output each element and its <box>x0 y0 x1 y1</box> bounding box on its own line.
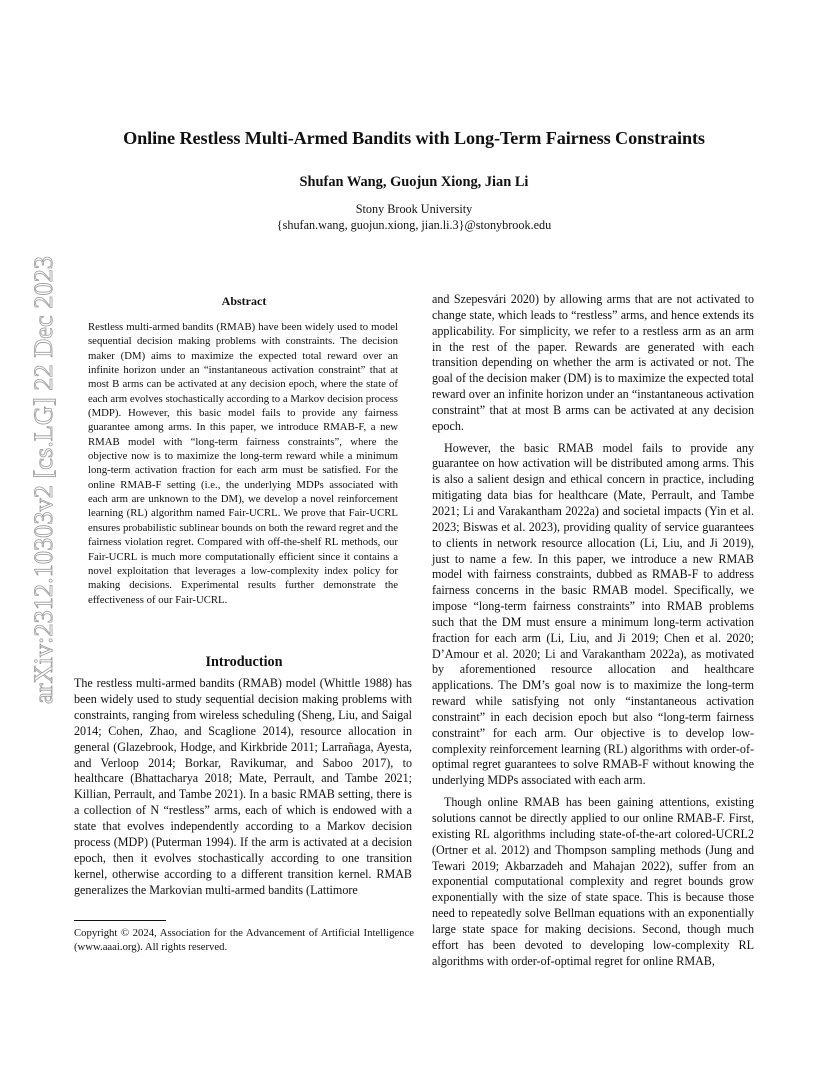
right-paragraph-1: and Szepesvári 2020) by allowing arms that are not activated to change state, which leads to “restless” arms, and hence extends its applicability. For simplicity, we refer to a restless arm as an arm in the rest of the paper. Rewards are generated with each transition depending on whether the arm is activated or not. The goal of the decision maker (DM) is to maximize the expected total reward over an infinite horizon under an “instantaneous activation constraint” that at most B arms can be activated at any decision epoch. <box>432 292 754 433</box>
arxiv-identifier: arXiv:2312.10303v2 [cs.LG] 22 Dec 2023 <box>29 262 58 704</box>
introduction-left-body: The restless multi-armed bandits (RMAB) model (Whittle 1988) has been widely used to study sequential decision making problems with constraints, ranging from wireless scheduling (Sheng, Liu, and Saigal 2014; Cohen, Zhao, and Scaglione 2014), resource allocation in general (Glazebrook, Hodge, and Kirkbride 2011; Larrañaga, Ayesta, and Verloop 2014; Borkar, Ravikumar, and Saboo 2017), to healthcare (Bhattacharya 2018; Mate, Perrault, and Tambe 2021; Killian, Perrault, and Tambe 2021). In a basic RMAB setting, there is a collection of N “restless” arms, each of which is endowed with a state that evolves independently according to a Markov decision process (MDP) (Puterman 1994). If the arm is activated at a decision epoch, then it evolves stochastically according to one transition kernel, otherwise according to a different transition kernel. RMAB generalizes the Markovian multi-armed bandits (Lattimore <box>74 676 412 897</box>
abstract-body: Restless multi-armed bandits (RMAB) have been widely used to model sequential decision making problems with constraints. The decision maker (DM) aims to maximize the expected total reward over an infinite horizon under an “instantaneous activation constraint” that at most B arms can be activated at any decision epoch, where the state of each arm evolves stochastically according to a Markov decision process (MDP). However, this basic model fails to provide any fairness guarantee among arms. In this paper, we introduce RMAB-F, a new RMAB model with “long-term fairness constraints”, where the objective now is to maximize the long-term reward while a minimum long-term activation fraction for each arm must be satisfied. For the online RMAB-F setting (i.e., the underlying MDPs associated with each arm are unknown to the DM), we develop a novel reinforcement learning (RL) algorithm named Fair-UCRL. We prove that Fair-UCRL ensures probabilistic sublinear bounds on both the reward regret and the fairness violation regret. Compared with off-the-shelf RL methods, our Fair-UCRL is much more computationally efficient since it contains a novel exploitation that leverages a low-complexity index policy for making decisions. Experimental results further demonstrate the effectiveness of our Fair-UCRL. <box>88 321 398 606</box>
abstract-heading: Abstract <box>221 294 267 308</box>
footnote-rule <box>74 920 166 921</box>
copyright-footnote: Copyright © 2024, Association for the Advancement of Artificial Intelligence (www.aaai.org). All rights reserved. <box>74 927 414 954</box>
paper-title: Online Restless Multi-Armed Bandits with Long-Term Fairness Constraints <box>123 128 705 148</box>
introduction-right-column <box>432 292 754 975</box>
arxiv-sidebar-stamp <box>12 0 62 1072</box>
author-affiliation: Stony Brook University <box>355 202 473 216</box>
introduction-heading: Introduction <box>205 654 283 670</box>
paper-authors: Shufan Wang, Guojun Xiong, Jian Li <box>299 174 529 190</box>
right-paragraph-2: However, the basic RMAB model fails to provide any guarantee on how activation will be distributed among arms. This is also a salient design and ethical concern in practice, including mitigating data bias for healthcare (Mate, Perrault, and Tambe 2021; Li and Varakantham 2022a) and societal impacts (Yin et al. 2023; Biswas et al. 2023), providing quality of service guarantees to clients in network resource allocation (Li, Liu, and Ji 2019), just to name a few. In this paper, we introduce a new RMAB model with fairness constraints, dubbed as RMAB-F to address fairness concerns in the basic RMAB model. Specifically, we impose “long-term fairness constraints” into RMAB problems such that the DM must ensure a minimum long-term activation fraction for each arm (Li, Liu, and Ji 2019; Chen et al. 2020; D’Amour et al. 2020; Li and Varakantham 2022a), as motivated by aforementioned resource allocation and healthcare applications. The DM’s goal now is to maximize the long-term reward while satisfying not only “instantaneous activation constraint” in each decision epoch but also “long-term fairness constraint” for each arm. Our objective is to develop low-complexity reinforcement learning (RL) algorithms with order-of-optimal regret guarantees to solve RMAB-F without knowing the underlying MDPs associated with each arm. <box>432 440 754 788</box>
author-emails: {shufan.wang, guojun.xiong, jian.li.3}@stonybrook.edu <box>276 218 552 232</box>
right-paragraph-3: Though online RMAB has been gaining attentions, existing solutions cannot be directly applied to our online RMAB-F. First, existing RL algorithms including state-of-the-art colored-UCRL2 (Ortner et al. 2012) and Thompson sampling methods (Jung and Tewari 2019; Akbarzadeh and Mahajan 2022), suffer from an exponential computational complexity and regret bounds grow exponentially with the size of state space. This is because those need to repeatedly solve Bellman equations with an exponentially large state space for making decisions. Second, though much effort has been devoted to developing low-complexity RL algorithms with order-of-optimal regret for online RMAB, <box>432 795 754 968</box>
